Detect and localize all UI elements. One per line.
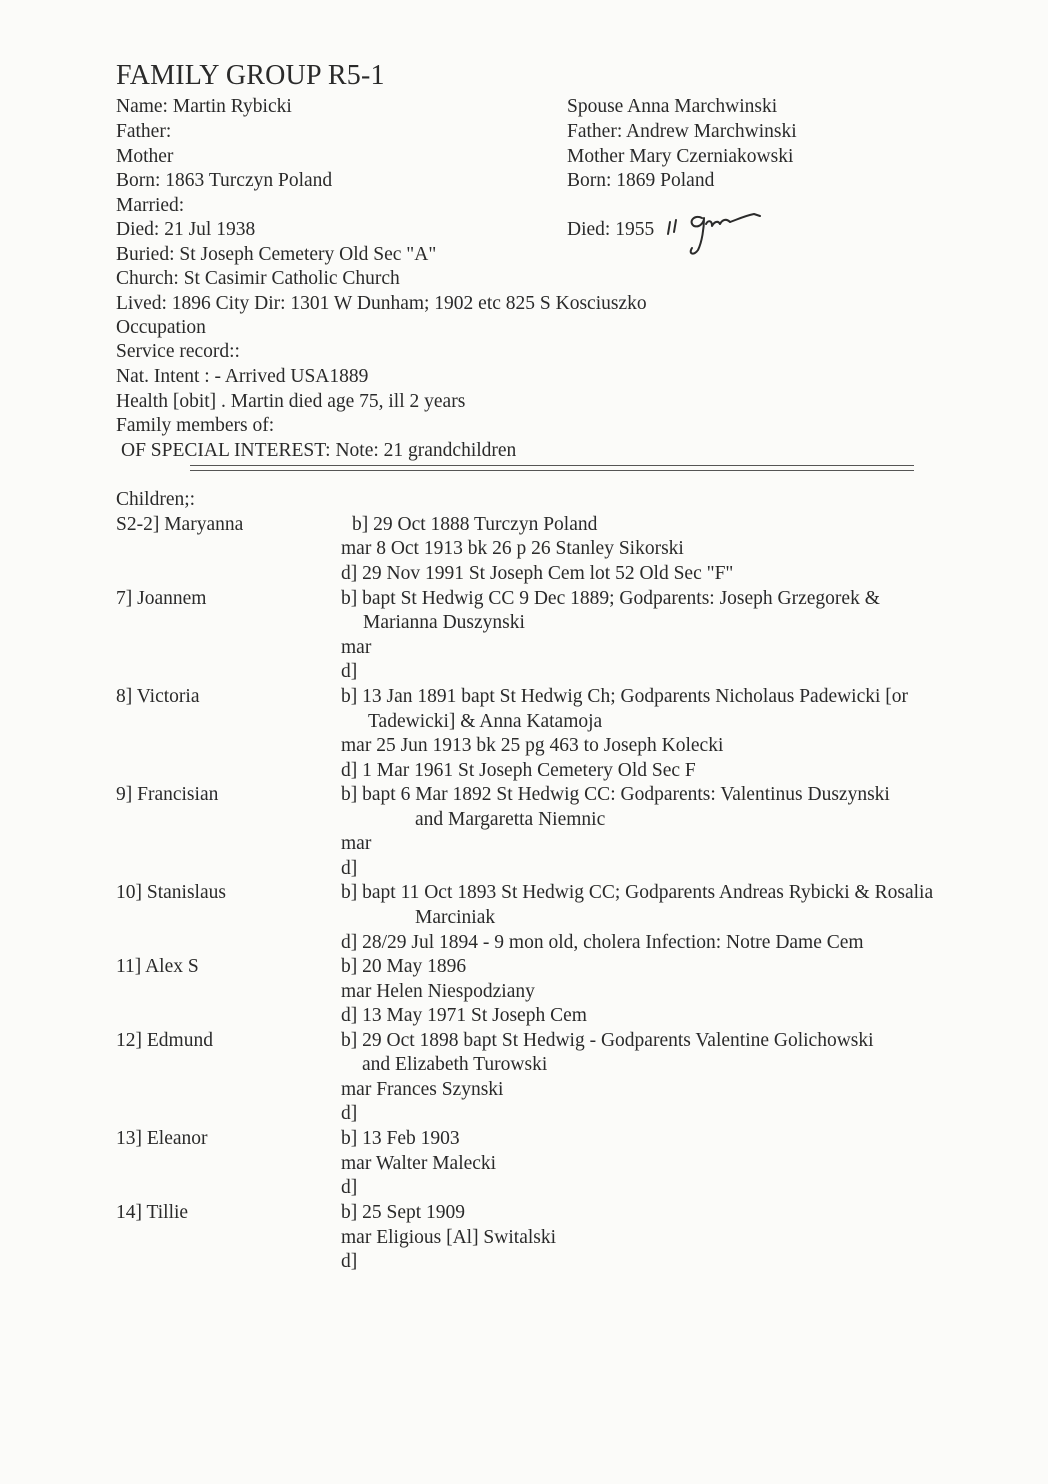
child-name: 7] Joannem xyxy=(116,588,207,609)
name-line: Name: Martin Rybicki xyxy=(116,96,292,117)
child-birth-cont: and Margaretta Niemnic xyxy=(415,809,606,830)
child-name: 11] Alex S xyxy=(116,956,199,977)
special-interest-line: OF SPECIAL INTEREST: Note: 21 grandchildren xyxy=(121,440,517,461)
handwritten-note xyxy=(664,206,774,262)
child-death: d] xyxy=(341,1251,358,1272)
child-birth: b] 25 Sept 1909 xyxy=(341,1202,466,1223)
child-birth: b] bapt 6 Mar 1892 St Hedwig CC: Godparents: Valentinus Duszynski xyxy=(341,784,890,805)
child-name: 8] Victoria xyxy=(116,686,200,707)
married-line: Married: xyxy=(116,195,185,216)
child-birth: b] 29 Oct 1888 Turczyn Poland xyxy=(352,514,598,535)
service-record-line: Service record:: xyxy=(116,341,240,362)
child-birth: b] 13 Jan 1891 bapt St Hedwig Ch; Godparents Nicholaus Padewicki [or xyxy=(341,686,909,707)
spouse-mother-line: Mother Mary Czerniakowski xyxy=(567,146,794,167)
church-line: Church: St Casimir Catholic Church xyxy=(116,268,400,289)
page-title: FAMILY GROUP R5-1 xyxy=(116,60,385,91)
child-birth-cont: Tadewicki] & Anna Katamoja xyxy=(368,711,603,732)
child-marriage: mar Helen Niespodziany xyxy=(341,981,535,1002)
child-birth: b] bapt 11 Oct 1893 St Hedwig CC; Godparents Andreas Rybicki & Rosalia xyxy=(341,882,934,903)
section-divider xyxy=(190,465,914,471)
occupation-line: Occupation xyxy=(116,317,206,338)
health-line: Health [obit] . Martin died age 75, ill 2 years xyxy=(116,391,466,412)
child-marriage: mar Frances Szynski xyxy=(341,1079,504,1100)
born-line: Born: 1863 Turczyn Poland xyxy=(116,170,333,191)
child-birth-cont: Marciniak xyxy=(415,907,496,928)
child-marriage: mar 25 Jun 1913 bk 25 pg 463 to Joseph Kolecki xyxy=(341,735,724,756)
father-line: Father: xyxy=(116,121,172,142)
spouse-line: Spouse Anna Marchwinski xyxy=(567,96,778,117)
child-birth-cont: Marianna Duszynski xyxy=(363,612,525,633)
spouse-died-line: Died: 1955 xyxy=(567,219,655,240)
child-name: 14] Tillie xyxy=(116,1202,189,1223)
child-death: d] xyxy=(341,661,358,682)
child-marriage: mar xyxy=(341,637,372,658)
died-line: Died: 21 Jul 1938 xyxy=(116,219,256,240)
child-marriage: mar xyxy=(341,833,372,854)
child-marriage: mar Walter Malecki xyxy=(341,1153,497,1174)
child-death: d] xyxy=(341,1177,358,1198)
child-name: S2-2] Maryanna xyxy=(116,514,244,535)
child-birth: b] bapt St Hedwig CC 9 Dec 1889; Godparents: Joseph Grzegorek & xyxy=(341,588,880,609)
family-members-line: Family members of: xyxy=(116,415,275,436)
child-birth: b] 20 May 1896 xyxy=(341,956,467,977)
lived-line: Lived: 1896 City Dir: 1301 W Dunham; 1902 etc 825 S Kosciuszko xyxy=(116,293,647,314)
child-birth: b] 13 Feb 1903 xyxy=(341,1128,460,1149)
child-death: d] 13 May 1971 St Joseph Cem xyxy=(341,1005,587,1026)
child-birth-cont: and Elizabeth Turowski xyxy=(362,1054,548,1075)
child-marriage: mar Eligious [Al] Switalski xyxy=(341,1227,557,1248)
child-name: 13] Eleanor xyxy=(116,1128,208,1149)
mother-line: Mother xyxy=(116,146,174,167)
child-death: d] xyxy=(341,1103,358,1124)
child-birth: b] 29 Oct 1898 bapt St Hedwig - Godparents Valentine Golichowski xyxy=(341,1030,874,1051)
child-death: d] xyxy=(341,858,358,879)
child-name: 12] Edmund xyxy=(116,1030,213,1051)
children-heading: Children;: xyxy=(116,489,196,510)
child-name: 10] Stanislaus xyxy=(116,882,226,903)
spouse-born-line: Born: 1869 Poland xyxy=(567,170,715,191)
buried-line: Buried: St Joseph Cemetery Old Sec "A" xyxy=(116,244,437,265)
child-death: d] 1 Mar 1961 St Joseph Cemetery Old Sec F xyxy=(341,760,696,781)
child-marriage: mar 8 Oct 1913 bk 26 p 26 Stanley Sikorski xyxy=(341,538,684,559)
nat-intent-line: Nat. Intent : - Arrived USA1889 xyxy=(116,366,369,387)
spouse-father-line: Father: Andrew Marchwinski xyxy=(567,121,797,142)
child-name: 9] Francisian xyxy=(116,784,219,805)
child-death: d] 29 Nov 1991 St Joseph Cem lot 52 Old Sec "F" xyxy=(341,563,734,584)
child-death: d] 28/29 Jul 1894 - 9 mon old, cholera Infection: Notre Dame Cem xyxy=(341,932,864,953)
